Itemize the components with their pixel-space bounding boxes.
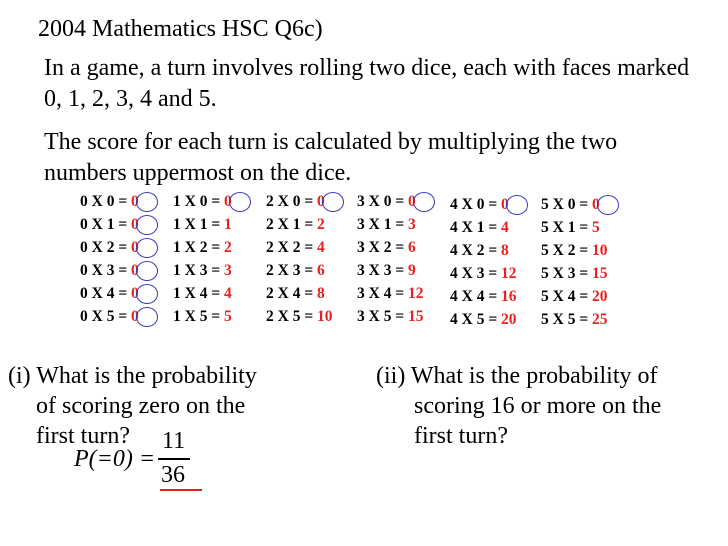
table-row: 1 X 5 = 5 (173, 308, 232, 325)
table-row: 5 X 4 = 20 (541, 288, 608, 305)
zero-circle (136, 261, 158, 281)
table-row: 5 X 2 = 10 (541, 242, 608, 259)
table-row: 0 X 3 = 0 (80, 262, 139, 279)
table-row: 0 X 0 = 0 (80, 193, 139, 210)
table-row: 2 X 1 = 2 (266, 216, 325, 233)
table-row: 2 X 4 = 8 (266, 285, 325, 302)
table-column (266, 190, 361, 328)
table-row: 1 X 1 = 1 (173, 216, 232, 233)
zero-circle (322, 192, 344, 212)
table-row: 0 X 5 = 0 (80, 308, 139, 325)
zero-circle (136, 215, 158, 235)
table-row: 1 X 3 = 3 (173, 262, 232, 279)
page-title: 2004 Mathematics HSC Q6c) (38, 16, 323, 42)
intro-line: In a game, a turn involves rolling two dice, each with faces marked (44, 55, 690, 81)
question-i-line: first turn? (36, 423, 130, 449)
table-row: 5 X 0 = 0 (541, 196, 600, 213)
intro-line: 0, 1, 2, 3, 4 and 5. (44, 86, 217, 112)
score-line: The score for each turn is calculated by multiplying the two (44, 129, 618, 155)
table-column (357, 190, 452, 328)
zero-circle (413, 192, 435, 212)
table-column (173, 190, 268, 328)
table-row: 0 X 4 = 0 (80, 285, 139, 302)
zero-circle (136, 307, 158, 327)
question-ii-line: scoring 16 or more on the (414, 393, 662, 419)
table-row: 3 X 1 = 3 (357, 216, 416, 233)
table-row: 5 X 1 = 5 (541, 219, 600, 236)
fraction-bar (158, 458, 190, 460)
product-table (80, 190, 640, 345)
table-row: 1 X 0 = 0 (173, 193, 232, 210)
table-row: 3 X 3 = 9 (357, 262, 416, 279)
table-row: 0 X 1 = 0 (80, 216, 139, 233)
table-row: 0 X 2 = 0 (80, 239, 139, 256)
table-row: 2 X 0 = 0 (266, 193, 325, 210)
score-paragraph (44, 127, 617, 189)
probability-expression: P(=0) = (74, 446, 156, 472)
zero-circle (136, 192, 158, 212)
question-i-line: of scoring zero on the (36, 393, 246, 419)
table-row: 2 X 3 = 6 (266, 262, 325, 279)
question-ii (376, 361, 661, 451)
table-row: 4 X 4 = 16 (450, 288, 517, 305)
table-row: 4 X 5 = 20 (450, 311, 517, 328)
intro-paragraph (44, 53, 689, 115)
table-row: 5 X 3 = 15 (541, 265, 608, 282)
question-ii-line: first turn? (414, 423, 508, 449)
table-row: 4 X 2 = 8 (450, 242, 509, 259)
table-row: 3 X 5 = 15 (357, 308, 424, 325)
table-row: 2 X 5 = 10 (266, 308, 333, 325)
zero-circle (136, 284, 158, 304)
table-column (80, 190, 175, 328)
question-ii-line: (ii) What is the probability of (376, 363, 658, 389)
zero-circle (506, 195, 528, 215)
table-row: 1 X 2 = 2 (173, 239, 232, 256)
table-row: 2 X 2 = 4 (266, 239, 325, 256)
zero-circle (229, 192, 251, 212)
table-row: 4 X 1 = 4 (450, 219, 509, 236)
zero-circle (597, 195, 619, 215)
table-column (450, 193, 545, 331)
table-row: 3 X 4 = 12 (357, 285, 424, 302)
question-i (8, 361, 257, 451)
score-line: numbers uppermost on the dice. (44, 160, 352, 186)
table-row: 3 X 0 = 0 (357, 193, 416, 210)
answer-underline (160, 489, 202, 491)
zero-circle (136, 238, 158, 258)
fraction-numerator: 11 (162, 428, 186, 454)
table-row: 4 X 0 = 0 (450, 196, 509, 213)
table-row: 3 X 2 = 6 (357, 239, 416, 256)
table-row: 5 X 5 = 25 (541, 311, 608, 328)
table-column (541, 193, 636, 331)
table-row: 1 X 4 = 4 (173, 285, 232, 302)
question-i-line: (i) What is the probability (8, 363, 257, 389)
table-row: 4 X 3 = 12 (450, 265, 517, 282)
fraction-denominator: 36 (161, 462, 185, 488)
